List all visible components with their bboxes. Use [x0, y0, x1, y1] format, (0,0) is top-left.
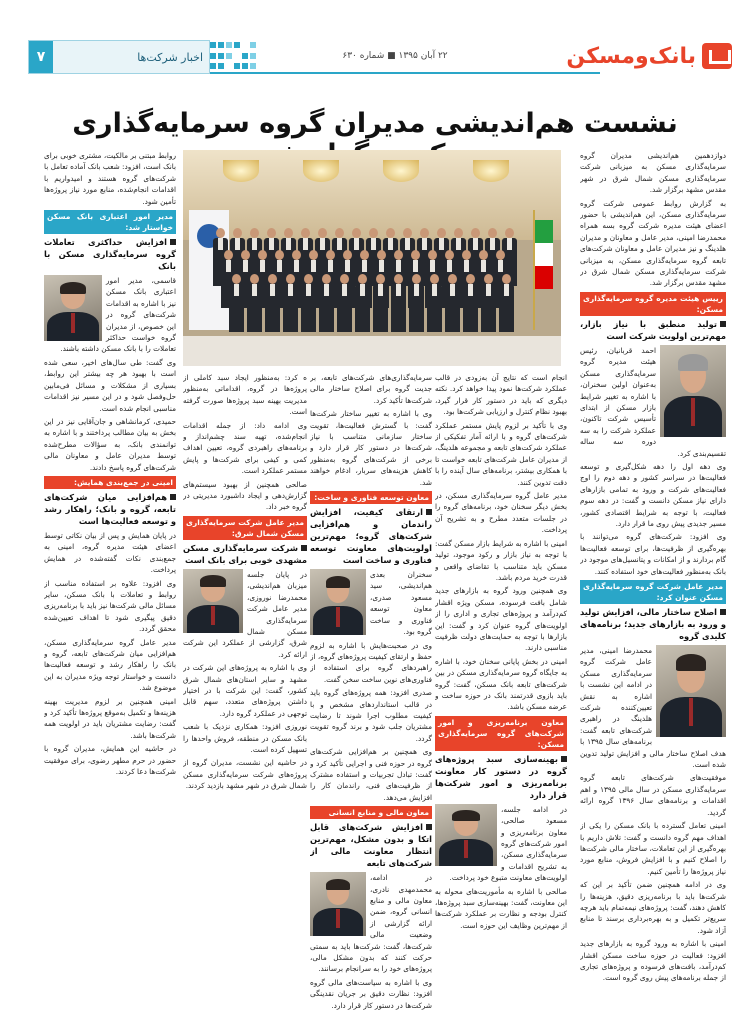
- paragraph: وی با اشاره به سیاست‌های مالی گروه افزود: نظارت دقیق بر جریان نقدینگی شرکت‌ها در دستور کار قرار دارد.: [310, 977, 432, 1010]
- paragraph: وی افزود: شرکت‌های گروه می‌توانند با بهره‌گیری از ظرفیت‌ها، برای توسعه فعالیت‌ها گام بردارند و از امکانات و پتانسیل‌های موجود در بانک به‌منظور فعالیت‌های خود استفاده کنند.: [580, 532, 726, 576]
- person-silhouette: [247, 274, 262, 332]
- paragraph: وی در ادامه همچنین ضمن تأکید بر این که شرکت‌ها باید با برنامه‌ریزی دقیق، هزینه‌ها را کاهش دهند، گفت: پروژه‌های نیمه‌تمام باید هرچه سریع‌تر تکمیل و به بهره‌برداری برسند تا منابع آزاد شود.: [580, 880, 726, 935]
- article-column-3: [310, 372, 432, 1024]
- page-headline: نشست هم‌اندیشی مدیران گروه سرمایه‌گذاری: [72, 108, 678, 139]
- person-silhouette: [445, 274, 460, 332]
- paragraph: وی گفت: طی سال‌های اخیر، سعی شده است با بهبود هر چه بیشتر این روابط، بسیاری از مشکلات و مسائل فی‌مابین حل‌وفصل شود و در این مسیر نیز اقدامات مناسبی انجام شده است.: [44, 357, 176, 413]
- paragraph: امینی با اشاره به شرایط بازار مسکن گفت: با توجه به نیاز بازار و رکود موجود، تولید مسکن باید متناسب با تقاضای واقعی و قدرت خرید مردم باشد.: [435, 538, 567, 582]
- portrait-technology-deputy: [310, 569, 366, 635]
- section-bar: معاون برنامه‌ریزی و امور شرکت‌های گروه سرمایه‌گذاری مسکن:: [435, 716, 567, 751]
- paragraph: نوروزی افزود: همکاری نزدیک با شعب بانک مسکن در منطقه، فروش واحدها را تسهیل کرده است.: [183, 722, 307, 754]
- section-bar: معاون مالی و منابع انسانی: [310, 806, 432, 819]
- paragraph: در ادامه جلسه، مسعود صالحی، معاون برنامه‌ریزی و امور شرکت‌های گروه سرمایه‌گذاری مسکن، به تشریح اقدامات و اولویت‌های معاونت متبوع خود پرداخت.: [449, 804, 567, 883]
- person-silhouette: [391, 274, 406, 332]
- subheading: ارتقای کیفیت، افزایش راندمان و هم‌افزایی شرکت‌های گروه؛ مهم‌ترین اولویت‌های معاونت توسعه فناوری و ساخت است: [310, 507, 432, 566]
- subheading: افزایش حداکثری تعاملات گروه سرمایه‌گذاری مسکن با بانک: [44, 237, 176, 272]
- person-silhouette: [463, 274, 478, 332]
- paragraph: وی با اشاره به تغییر ساختار شرکت‌ها گفت: با گسترش فعالیت‌ها، تقویت ساختار سازمانی متناسب با نیاز شرکت‌ها در دستور کار قرار دارد و برخی از شرکت‌های گروه به‌منظور کاهش هزینه‌های سربار، ادغام خواهند شد.: [310, 409, 432, 487]
- person-silhouette: [355, 274, 370, 332]
- person-silhouette: [427, 274, 442, 332]
- masthead: [0, 40, 750, 76]
- paragraph: امینی همچنین بر لزوم مدیریت بهینه هزینه‌ها و تکمیل به‌موقع پروژه‌ها تأکید کرد و گفت: رضایت مشتریان باید در اولویت همه شرکت‌ها باشد.: [44, 696, 176, 740]
- paragraph: در پایان جلسه میزبان هم‌اندیشی، محمدرضا نوروزی، مدیر عامل شرکت سرمایه‌گذاری مسکن شمال شرق، گزارشی از عملکرد این شرکت ارائه کرد.: [183, 569, 307, 659]
- person-silhouette: [499, 274, 514, 332]
- section-bar: مدیر امور اعتباری بانک مسکن خواستار شد:: [44, 210, 176, 234]
- paragraph: در حاشیه این همایش، مدیران گروه با حضور در حرم مطهر رضوی، برای موفقیت شرکت‌ها دعا کردند.: [44, 744, 176, 777]
- page-number: ۷: [29, 41, 53, 73]
- person-silhouette: [265, 274, 280, 332]
- section-bar: مدیر عامل شرکت سرمایه‌گذاری مسکن شمال شرق:: [183, 516, 307, 540]
- paragraph: قاسمی، مدیر امور اعتباری بانک مسکن نیز با اشاره به اقدامات شرکت‌های گروه در این خصوص، از مدیران گروه خواست حداکثر تعاملات را با بانک مسکن داشته باشند.: [60, 276, 176, 354]
- person-silhouette: [301, 274, 316, 332]
- person-silhouette: [229, 274, 244, 332]
- portrait-ceo: [656, 645, 726, 737]
- paragraph: صدری افزود: همه پروژه‌های گروه باید در قالب استانداردهای مشخص و با کیفیت مطلوب اجرا شوند تا رضایت مشتریان جلب شود و برند گروه تقویت گردد.: [310, 688, 432, 743]
- subheading: بهینه‌سازی سبد پروژه‌های گروه در دستور کار معاونت برنامه‌ریزی و امور شرکت‌ها قرار دارد: [435, 753, 567, 800]
- section-bar: امینی در جمع‌بندی همایش:: [44, 476, 176, 489]
- person-silhouette: [283, 274, 298, 332]
- paragraph: به گزارش روابط عمومی شرکت گروه سرمایه‌گذاری مسکن، این هم‌اندیشی با حضور اعضای هیئت مدیره شرکت گروه بسه همراه محمدرضا امینی، مدیر عامل و معاونان و مدیران هلدینگ و نیز مدیران عامل و معاونان شرکت‌های تابعه گروه سرمایه‌گذاری مسکن، به میزبانی شرکت سرمایه‌گذاری مسکن شمال شرق در مشهد مقدس برگزار شد.: [580, 198, 726, 288]
- paragraph: ه کرد: به‌منظور ایجاد سبد کاملی از پروژه‌ها در گروه، اقداماتی به‌منظور مدیریت بهینه سبد پروژه‌ها صورت گرفته است.: [183, 373, 307, 417]
- paragraph: سرمایه‌گذاری‌های شرکت‌های تابعه، بر جدیت گروه برای اصلاح ساختار مالی شرکت‌ها تأکید کرد.: [310, 373, 432, 405]
- paragraph: وی در صحبت‌هایش با اشاره به لزوم حفظ و ارتقای کیفیت پروژه‌های گروه، از راهبردهای گروه برای استفاده از فناوری‌های نوین ساخت سخن گفت.: [310, 640, 432, 684]
- section-label: اخبار شرکت‌ها: [137, 50, 203, 64]
- house-logo-icon: [702, 43, 732, 69]
- subheading: اصلاح ساختار مالی، افزایش تولید و ورود به بازارهای جدید؛ برنامه‌های کلیدی گروه: [580, 607, 726, 641]
- paragraph: در پایان همایش و پس از بیان نکاتی توسط اعضای هیئت مدیره گروه، امینی به جمع‌بندی نکات گفته‌شده در همایش پرداخت.: [44, 530, 176, 575]
- paragraph: سخنران بعدی هم‌اندیشی، سید مسعود صدری، معاون توسعه فناوری و ساخت گروه بود.: [370, 570, 432, 637]
- section-bar: معاون توسعه فناوری و ساخت:: [310, 491, 432, 504]
- paragraph: وی با تأکید بر لزوم پایش مستمر عملکرد شرکت‌های گروه و با ارائه آمار تفکیکی از عملکرد شرکت‌های تابعه و مجموعه هلدینگ، از مدیران عامل شرکت‌های تابعه خواست تا با همکاری بیشتر، برنامه‌های سال آینده را با دقت تدوین کنند.: [435, 420, 567, 487]
- paragraph: مدیر عامل گروه سرمایه‌گذاری مسکن، هم‌افزایی میان شرکت‌های تابعه، گروه و بانک را راهکار رشد و توسعه فعالیت‌ها دانست و خواستار توجه ویژه مدیران به این موضوع شد.: [44, 637, 176, 693]
- person-silhouette: [373, 274, 388, 332]
- person-silhouette: [319, 274, 334, 332]
- portrait-planning-deputy: [435, 804, 497, 866]
- paragraph: امینی با اشاره به ورود گروه به بازارهای جدید افزود: فعالیت در حوزه ساخت مسکن اقشار کم‌درآمد، بافت‌های فرسوده و پروژه‌های تجاری از جمله برنامه‌های پیش روی گروه است.: [580, 939, 726, 983]
- pixel-decoration-icon: [210, 42, 256, 72]
- subheading: افزایش شرکت‌های قابل اتکا و بدون مشکل، مهم‌ترین انتظار معاونت مالی از شرکت‌های تابعه: [310, 822, 432, 869]
- paragraph: احمد قربانیان، رئیس هیئت مدیره گروه سرمایه‌گذاری مسکن به‌عنوان اولین سخنران، با اشاره به تغییر شرایط بازار مسکن از ابتدای تأسیس شرکت تاکنون، عملکرد شرکت را به سه دوره سه ساله تقسیم‌بندی کرد.: [580, 345, 726, 458]
- paragraph: وی با اشاره به پروژه‌های این شرکت در مشهد و سایر استان‌های شمال شرق کشور، گفت: این شرکت با در اختیار داشتن پروژه‌های متعدد، سهم قابل توجهی در عملکرد گروه دارد.: [183, 663, 307, 718]
- portrait-finance-deputy: [310, 872, 366, 936]
- article-column-4: [183, 372, 307, 1024]
- paragraph: محمدرضا امینی، مدیر عامل شرکت گروه سرمایه‌گذاری مسکن در ادامه این نشست با اشاره به نقش تعیین‌کننده شرکت هلدینگ در راهبری شرکت‌های تابعه گفت: برنامه‌های سال ۱۳۹۵ با هدف اصلاح ساختار مالی و افزایش تولید تدوین شده است.: [580, 646, 726, 770]
- paragraph: وی همچنین ورود گروه به بازارهای جدید شامل بافت فرسوده، مسکن ویژه اقشار کم‌درآمد و پروژه‌های تجاری و اداری را از اولویت‌های گروه عنوان کرد و گفت: این بازارها با توجه به حمایت‌های دولت ظرفیت مناسبی دارند.: [435, 586, 567, 653]
- paragraph: وی افزود: علاوه بر استفاده مناسب از روابط و تعاملات با بانک مسکن، سایر مسائل مالی شرکت‌ها نیز باید با برنامه‌ریزی دقیق پیگیری شود تا اهداف تعیین‌شده محقق گردد.: [44, 578, 176, 634]
- article-column-1: [580, 150, 726, 1024]
- paragraph: موفقیت‌های شرکت‌های تابعه گروه سرمایه‌گذاری مسکن در سال مالی ۱۳۹۵ و اهم اقدامات و برنامه‌های سال ۱۳۹۶ گروه ارائه گردید.: [580, 773, 726, 817]
- paragraph: روابط مبتنی بر مالکیت، مشتری خوبی برای بانک است، افزود: شعب بانک آماده تعامل با شرکت‌های گروه هستند و امیدواریم با اقدامات انجام‌شده، منابع مورد نیاز پروژه‌ها تأمین شود.: [44, 151, 176, 206]
- section-bar: مدیر عامل شرکت گروه سرمایه‌گذاری مسکن عنوان کرد:: [580, 580, 726, 604]
- brand-name: بانک‌ومسکن: [566, 43, 696, 69]
- portrait-chairman: [660, 345, 726, 437]
- paragraph: در ادامه، محمدمهدی نادری، معاون مالی و منابع انسانی گروه، ضمن ارائه گزارشی از وضعیت مالی شرکت‌ها، گفت: شرکت‌ها باید به سمتی حرکت کنند که بدون مشکل مالی، پروژه‌های خود را به سرانجام برسانند.: [310, 873, 432, 974]
- section-bar: رییس هیئت مدیره گروه سرمایه‌گذاری مسکن:: [580, 292, 726, 316]
- article-column-5: [44, 150, 176, 1024]
- paragraph: مدیر عامل گروه سرمایه‌گذاری مسکن، در بخش دیگر سخنان خود، برنامه‌های گروه را در جلسات متعدد مطرح و به تشریح آن پرداخت.: [435, 491, 567, 535]
- brand-logo[interactable]: [566, 40, 732, 72]
- iran-flag-icon: [535, 220, 553, 290]
- paragraph: در حاشیه این نشست، مدیران گروه از پروژه‌های شرکت سرمایه‌گذاری مسکن شمال شرق در شهر مشهد بازدید کردند.: [183, 758, 307, 791]
- section-tag: [28, 40, 210, 74]
- paragraph: صالحی با اشاره به مأموریت‌های محوله به این معاونت، گفت: بهینه‌سازی سبد پروژه‌ها، کنترل بودجه و نظارت بر عملکرد شرکت‌ها از مهم‌ترین وظایف این حوزه است.: [435, 886, 567, 930]
- paragraph: وی ادامه داد: از جمله اقدامات انجام‌شده، تهیه سند چشم‌انداز و برنامه‌های راهبردی گروه، تعیین اهداف کمی و کیفی برای شرکت‌ها و پایش مستمر عملکرد است.: [183, 420, 307, 476]
- group-of-people: [213, 228, 523, 338]
- person-silhouette: [337, 274, 352, 332]
- person-silhouette: [481, 274, 496, 332]
- paragraph: انجام است که نتایج آن به‌زودی در قالب عملکرد شرکت‌ها نمود پیدا خواهد کرد. نکته دیگری که باید در دستور کار قرار گیرد، بهبود نظام کنترل و ارزیابی شرکت‌ها بود.: [435, 373, 567, 417]
- paragraph: صالحی همچنین از بهبود سیستم‌های گزارش‌دهی و ایجاد داشبورد مدیریتی در گروه خبر داد.: [183, 479, 307, 512]
- paragraph: وی دهه اول را دهه شکل‌گیری و توسعه فعالیت‌ها در سراسر کشور و دهه دوم را اوج فعالیت‌های شرکت و ورود به تمامی بازارهای دارای نیاز مسکن دانست و گفت: در دهه سوم فعالیت، با توجه به شرایط اقتصادی کشور، مسیر جدیدی پیش روی ما قرار دارد.: [580, 461, 726, 528]
- portrait-host-ceo: [183, 569, 243, 633]
- paragraph: حمیدی، کرمانشاهی و جان‌آقایی نیز در این بخش به بیان مطالب پرداختند و با اشاره به توانمندی بانک، به سؤالات مطرح‌شده توسط مدیران عامل و معاونان مالی شرکت‌های گروه پاسخ دادند.: [44, 416, 176, 472]
- article-column-2: [435, 372, 567, 1024]
- issue-date-number: ۲۲ آبان ۱۳۹۵ ■ شماره ۶۳۰: [342, 51, 448, 61]
- paragraph: امینی تعامل گسترده با بانک مسکن را یکی از اهداف مهم گروه دانست و گفت: تلاش داریم با بهره‌گیری از این تعاملات، ساختار مالی شرکت‌ها را اصلاح کنیم و با افزایش فروش، منابع مورد نیاز پروژه‌ها را تأمین کنیم.: [580, 821, 726, 876]
- subheading: هم‌افزایی میان شرکت‌های تابعه، گروه و بانک؛ راهکار رشد و توسعه فعالیت‌ها است: [44, 491, 176, 526]
- portrait-credit-manager: [44, 275, 102, 341]
- paragraph: وی همچنین بر هم‌افزایی شرکت‌های گروه در حوزه فنی و اجرایی تأکید کرد و گفت: تبادل تجربیات و استفاده مشترک از ظرفیت‌های فنی، راندمان کار را افزایش می‌دهد.: [310, 747, 432, 802]
- paragraph: دوازدهمین هم‌اندیشی مدیران گروه سرمایه‌گذاری مسکن به میزبانی شرکت سرمایه‌گذاری مسکن شمال شرق در شهر مقدس مشهد برگزار شد.: [580, 151, 726, 195]
- paragraph: امینی در بخش پایانی سخنان خود، با اشاره به جایگاه گروه سرمایه‌گذاری مسکن در بین شرکت‌های تابعه بانک مسکن، گفت: گروه باید بازوی قدرتمند بانک در حوزه ساخت و عرضه مسکن باشد.: [435, 656, 567, 712]
- person-silhouette: [409, 274, 424, 332]
- subheading: شرکت سرمایه‌گذاری مسکن مشهدی خوبی برای بانک است: [183, 542, 307, 565]
- subheading: تولید منطبق با نیاز بازار، مهم‌ترین اولویت شرکت است: [580, 318, 726, 341]
- group-photo: [183, 150, 561, 366]
